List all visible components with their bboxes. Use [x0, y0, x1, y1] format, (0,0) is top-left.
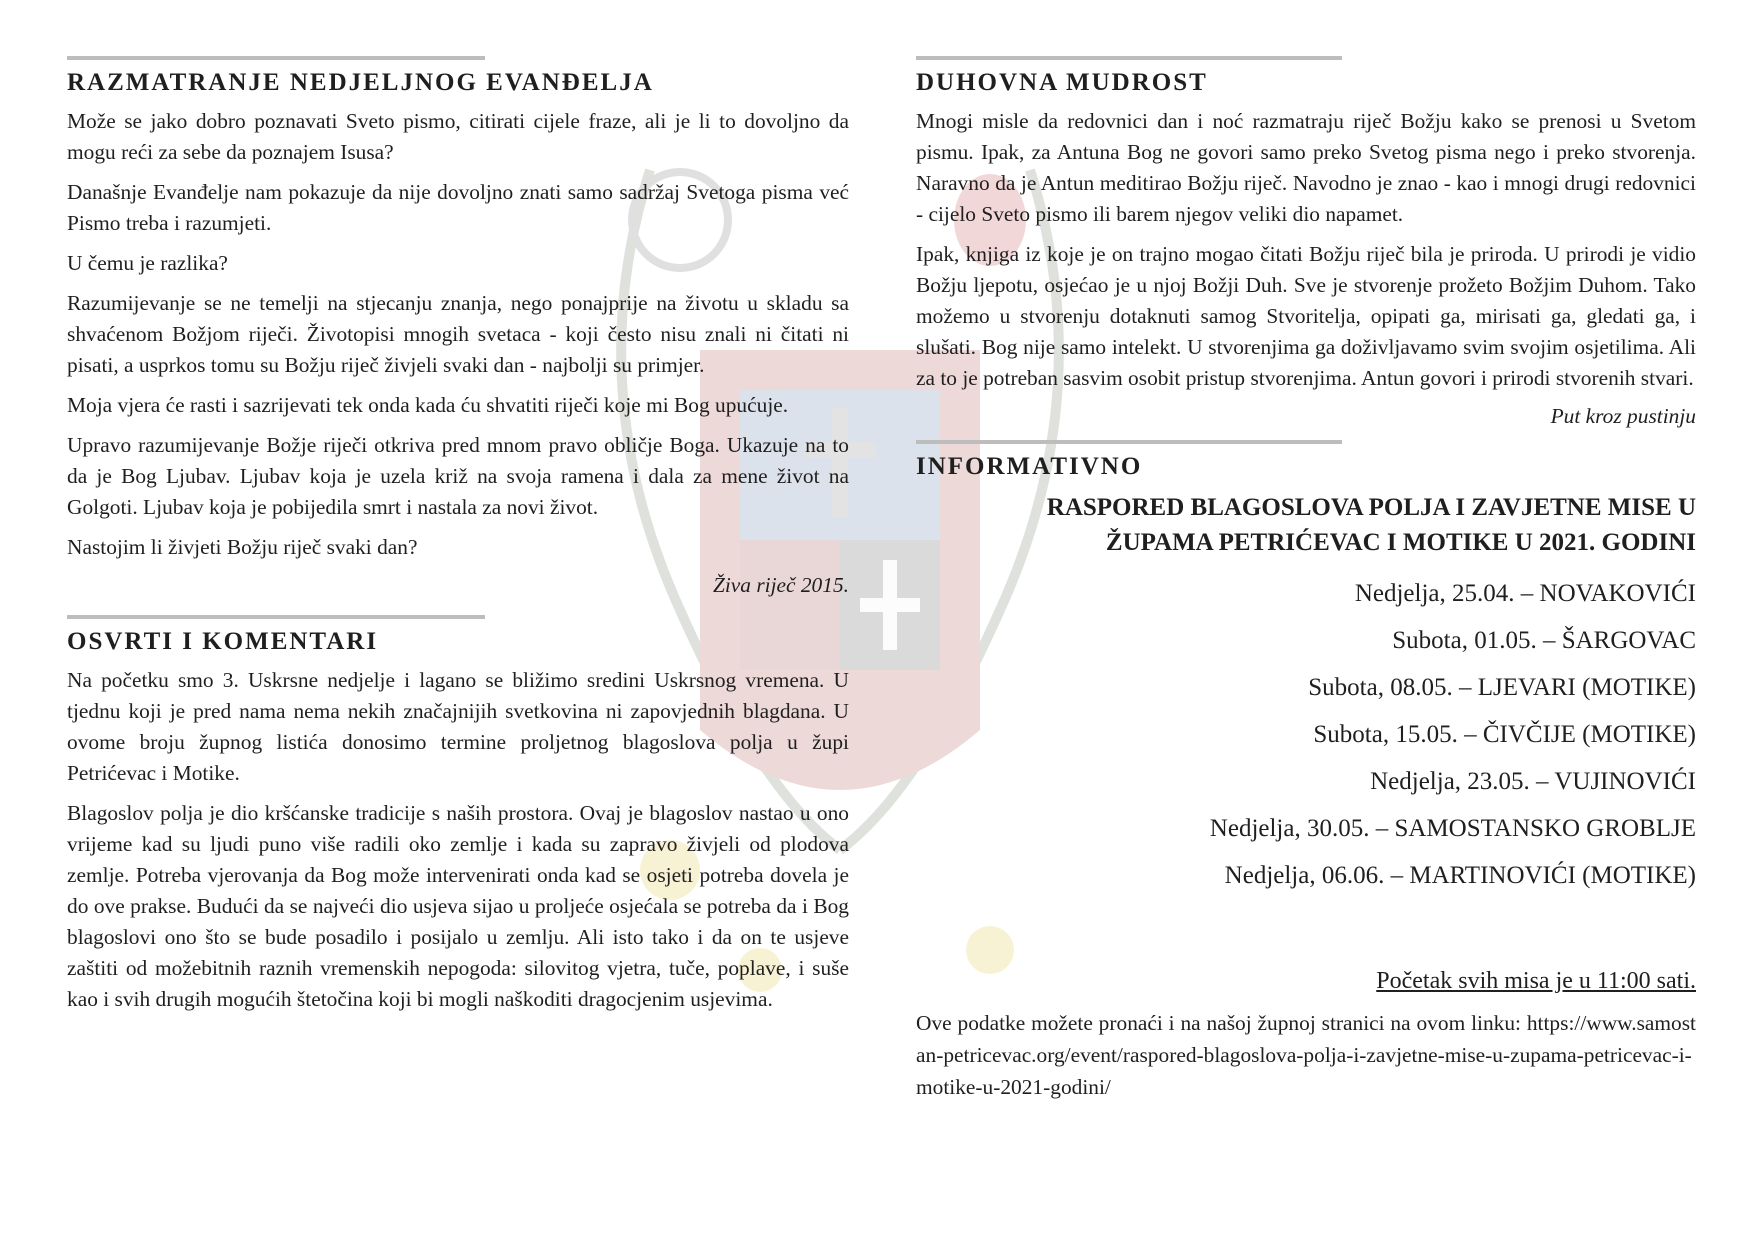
schedule-item: Nedjelja, 30.05. – SAMOSTANSKO GROBLJE [1209, 815, 1696, 842]
paragraph: U čemu je razlika? [67, 251, 228, 275]
source-citation: Živa riječ 2015. [712, 573, 849, 597]
paragraph: Blagoslov polja je dio kršćanske tradicije s naših prostora. Ovaj je blagoslov nastao u ono vrijeme kad su ljudi puno više radili oko zemlje i kada su zapravo živjeli od plodova zemlje. Potreba vjerovanja da Bog može intervenirati onda kad se osjeti potreba dovela je do ove prakse. Budući da se najveći dio usjeva sijao u proljeće osjećala se potreba da i Bog blagoslovi ono što se bude posadilo i posijalo u zemlju. Ali isto tako i da on te usjeve zaštiti od možebitnih raznih vremenskih nepogoda: silovitog vjetra, tuče, poplave, i suše kao i svih drugih mogućih štetočina koji bi mogli naškoditi dragocjenim usjevima. [67, 801, 849, 1011]
schedule-item: Subota, 08.05. – LJEVARI (MOTIKE) [1308, 674, 1696, 701]
section-divider [67, 56, 485, 60]
source-citation: Put kroz pustinju [1550, 404, 1696, 428]
paragraph: Na početku smo 3. Uskrsne nedjelje i lagano se bližimo sredini Uskrsnog vremena. U tjednu koji je pred nama nema nekih značajnijih svetkovina ni zapovjednih blagdana. U ovome broju župnog listića donosimo termine proljetnog blagoslova polja u župi Petrićevac i Motike. [67, 668, 849, 785]
schedule-title-line: ŽUPAMA PETRIĆEVAC I MOTIKE U 2021. GODINI [1105, 529, 1696, 556]
paragraph: Ipak, knjiga iz koje je on trajno mogao čitati Božju riječ bila je priroda. U prirodi je vidio Božju ljepotu, osjećao je u njoj Božji Duh. Sve je stvorenje prožeto Božjim Duhom. Tako možemo u stvorenju dotaknuti samog Stvoritelja, opipati ga, mirisati ga, gledati ga, i slušati. Bog nije samo intelekt. U stvorenjima ga doživljavamo svim svojim osjetilima. Ali za to je potreban sasvim osobit pristup stvorenjima. Antun govori i prirodi stvorenih stvari. [916, 242, 1696, 390]
paragraph: Razumijevanje se ne temelji na stjecanju znanja, nego ponajprije na životu u skladu sa shvaćenom Božjom riječi. Životopisi mnogih svetaca - koji često nisu znali ni čitati ni pisati, a usprkos tomu su Božju riječ živjeli svaki dan - najbolji su primjer. [67, 291, 849, 377]
section-title-informativno: INFORMATIVNO [916, 453, 1143, 480]
section-osvrti [67, 615, 849, 1015]
website-link-text[interactable]: Ove podatke možete pronaći i na našoj župnoj stranici na ovom linku: https://www.samostan-petricevac.org/event/raspored-blagoslova-polja-i-zavjetne-mise-u-zupama-petricevac-i-motike-u-2021-godini/ [916, 1011, 1696, 1099]
start-time-note: Početak svih misa je u 11:00 sati. [1376, 968, 1696, 994]
schedule-item: Subota, 15.05. – ČIVČIJE (MOTIKE) [1313, 721, 1696, 748]
section-title-osvrti: OSVRTI I KOMENTARI [67, 628, 379, 655]
paragraph: Nastojim li živjeti Božju riječ svaki dan? [67, 535, 418, 559]
section-title-evandjelje: RAZMATRANJE NEDJELJNOG EVANĐELJA [67, 69, 654, 96]
paragraph: Mnogi misle da redovnici dan i noć razmatraju riječ Božju kako se prenosi u Svetom pismu. Ipak, za Antuna Bog ne govori samo preko Svetog pisma nego i preko stvorenja. Naravno da je Antun meditirao Božju riječ. Navodno je znao - kao i mnogi drugi redovnici - cijelo Sveto pismo ili barem njegov veliki dio napamet. [916, 109, 1696, 226]
section-divider [916, 56, 1342, 60]
right-column [916, 56, 1696, 1103]
schedule-title-line: RASPORED BLAGOSLOVA POLJA I ZAVJETNE MISE U [1046, 494, 1696, 521]
paragraph: Može se jako dobro poznavati Sveto pismo, citirati cijele fraze, ali je li to dovoljno da mogu reći za sebe da poznajem Isusa? [67, 109, 849, 164]
schedule-item: Nedjelja, 06.06. – MARTINOVIĆI (MOTIKE) [1224, 862, 1696, 889]
section-divider [67, 615, 485, 619]
schedule-item: Nedjelja, 23.05. – VUJINOVIĆI [1370, 768, 1696, 795]
paragraph: Moja vjera će rasti i sazrijevati tek onda kada ću shvatiti riječi koje mi Bog upućuje. [67, 393, 789, 417]
left-column [67, 56, 849, 1024]
paragraph: Današnje Evanđelje nam pokazuje da nije dovoljno znati samo sadržaj Svetoga pisma već Pismo treba i razumjeti. [67, 180, 849, 235]
schedule-title [916, 490, 1696, 560]
schedule-list [916, 570, 1696, 899]
section-divider [916, 440, 1342, 444]
section-title-duhovna-mudrost: DUHOVNA MUDROST [916, 69, 1208, 96]
schedule-item: Subota, 01.05. – ŠARGOVAC [1392, 627, 1696, 654]
schedule-item: Nedjelja, 25.04. – NOVAKOVIĆI [1354, 580, 1696, 607]
paragraph: Upravo razumijevanje Božje riječi otkriva pred mnom pravo obličje Boga. Ukazuje na to da je Bog Ljubav. Ljubav koja je uzela križ na svoja ramena i dala za mene život na Golgoti. Ljubav koja je pobijedila smrt i nastala za novi život. [67, 433, 849, 519]
